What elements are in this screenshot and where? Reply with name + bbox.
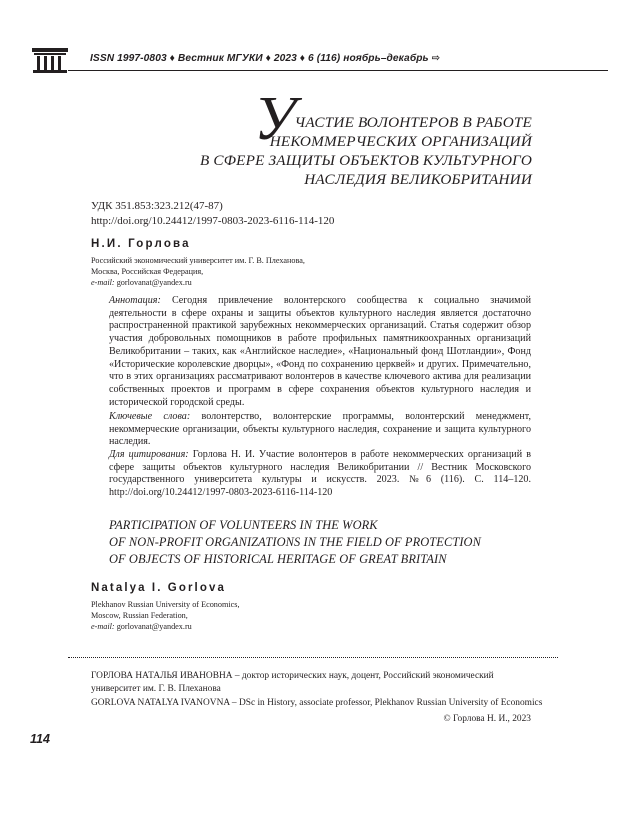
abstract-label: Аннотация: xyxy=(109,295,161,306)
classical-building-icon xyxy=(30,46,70,74)
copyright: © Горлова Н. И., 2023 xyxy=(443,714,531,724)
title-drop-cap: У xyxy=(254,85,296,153)
author-affiliation: Российский экономический университет им. Г. В. Плеханова, xyxy=(91,256,305,265)
keywords-label: Ключевые слова: xyxy=(109,411,191,422)
keywords xyxy=(109,411,531,449)
email-label: e-mail: xyxy=(91,622,115,631)
footnote-ru: ГОРЛОВА НАТАЛЬЯ ИВАНОВНА – доктор исторических наук, доцент, Российский экономический университет им. Г. В. Плеханова xyxy=(91,671,494,694)
abstract xyxy=(109,295,531,409)
title-line: В СФЕРЕ ЗАЩИТЫ ОБЪЕКТОВ КУЛЬТУРНОГО xyxy=(199,152,532,169)
doi-link[interactable]: http://doi.org/10.24412/1997-0803-2023-6116-114-120 xyxy=(91,215,335,227)
abstract-text: Сегодня привлечение волонтерского сообщества к социально значимой деятельности в сфере охраны и защиты объектов культурного наследия является достаточно распространенной практикой зарубежных некоммерческих организаций. Статья содержит обзор участия добровольных помощников в работе профильных памятникоохранных организаций Великобритании – таких, как «Английское наследие», «Национальный фонд Шотландии», Фонд «Исторические королевские дворцы», «Фонд по сохранению церквей» и других. Примечательно, что в этих организациях рассматривают волонтеров в качестве ключевого актива для реализации собственных проектов и программ в сфере сохранения объектов культурного наследия и исторической городской среды. xyxy=(109,295,531,408)
email-link[interactable]: gorlovanat@yandex.ru xyxy=(116,278,192,287)
title-line: ЧАСТИЕ ВОЛОНТЕРОВ В РАБОТЕ xyxy=(294,114,532,131)
keywords-text: волонтерство, волонтерские программы, волонтерский менеджмент, некоммерческие организации, объекты культурного наследия, сохранение и защита культурного наследия. xyxy=(109,411,531,448)
author-name-en: Natalya I. Gorlova xyxy=(91,582,226,594)
email-link[interactable]: gorlovanat@yandex.ru xyxy=(116,622,192,631)
author-affiliation-en: Plekhanov Russian University of Economics, xyxy=(91,600,240,609)
journal-header: ISSN 1997-0803 ♦ Вестник МГУКИ ♦ 2023 ♦ 6 (116) ноябрь–декабрь ⇨ xyxy=(90,53,441,64)
udk-code: УДК 351.853:323.212(47-87) xyxy=(91,200,223,212)
citation-label: Для цитирования: xyxy=(109,449,189,460)
title-line: НАСЛЕДИЯ ВЕЛИКОБРИТАНИИ xyxy=(304,171,532,188)
author-location: Москва, Российская Федерация, xyxy=(91,267,204,276)
header-rule xyxy=(68,70,608,71)
title-line: НЕКОММЕРЧЕСКИХ ОРГАНИЗАЦИЙ xyxy=(269,133,532,150)
author-name-ru: Н.И. Горлова xyxy=(91,238,191,250)
citation xyxy=(109,449,531,500)
citation-text: Горлова Н. И. Участие волонтеров в работе некоммерческих организаций в сфере защиты объектов культурного наследия Великобритании // Вестник Московского государственного университета культуры и искусств. 2023. №6 (116). С. 114–120. http://doi.org/10.24412/1997-0803-2023-6116-114-120 xyxy=(109,449,531,499)
author-email xyxy=(91,278,192,287)
footnote-divider xyxy=(68,657,558,658)
title-en-line: OF OBJECTS OF HISTORICAL HERITAGE OF GREAT BRITAIN xyxy=(109,552,447,566)
title-en-line: OF NON-PROFIT ORGANIZATIONS IN THE FIELD OF PROTECTION xyxy=(109,535,481,549)
email-label: e-mail: xyxy=(91,278,115,287)
title-en-line: PARTICIPATION OF VOLUNTEERS IN THE WORK xyxy=(109,518,378,532)
author-location-en: Moscow, Russian Federation, xyxy=(91,611,188,620)
page-number: 114 xyxy=(30,732,50,746)
footnote-en: GORLOVA NATALYA IVANOVNA – DSc in History, associate professor, Plekhanov Russian University of Economics xyxy=(91,698,543,708)
author-email-en xyxy=(91,622,192,631)
